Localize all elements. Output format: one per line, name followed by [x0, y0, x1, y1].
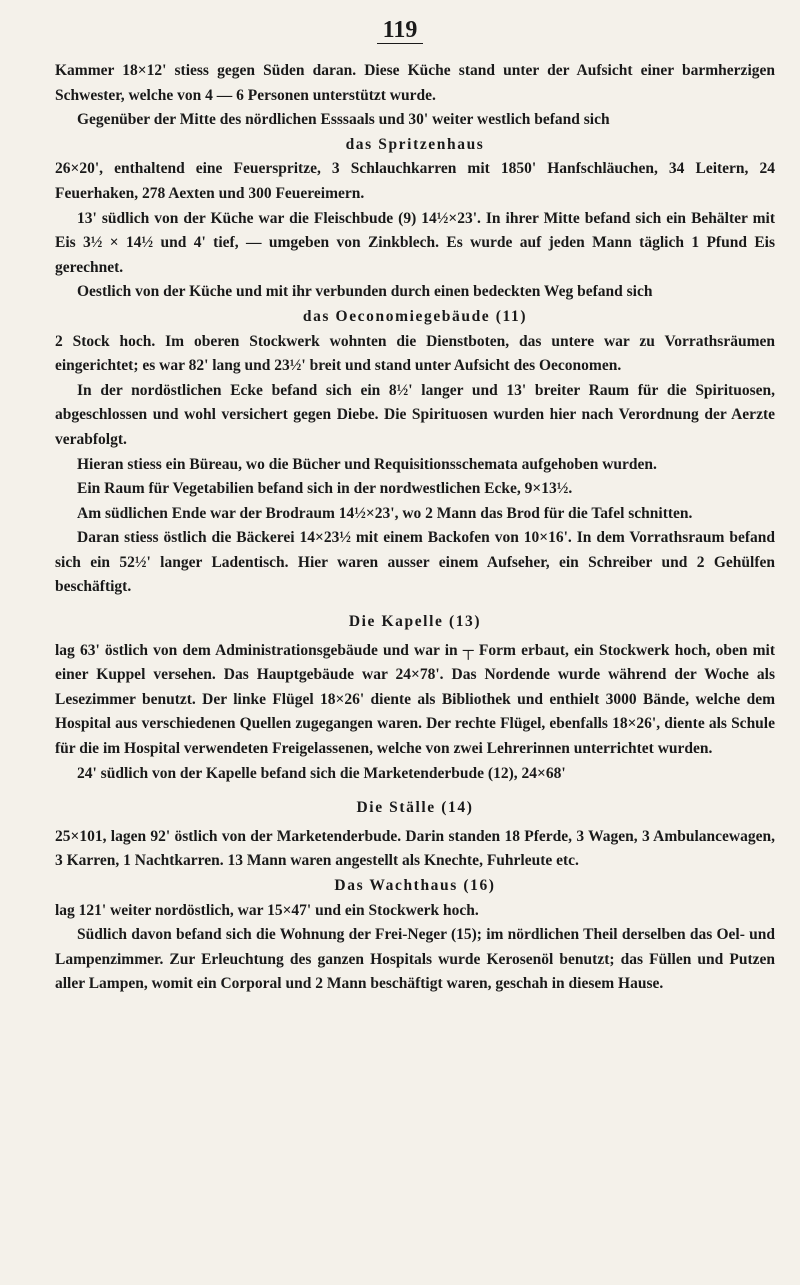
paragraph: Oestlich von der Küche und mit ihr verbunden durch einen bedeckten Weg befand sich: [77, 283, 653, 301]
paragraph: lag 121' weiter nordöstlich, war 15×47' und ein Stockwerk hoch.: [55, 901, 479, 919]
paragraph: 26×20', enthaltend eine Feuerspritze, 3 Schlauchkarren mit 1850' Hanfschläuchen, 34 Leitern, 24 Feuerhaken, 278 Aexten und 300 Feuereimern.: [55, 160, 775, 202]
paragraph: 13' südlich von der Küche war die Fleischbude (9) 14½×23'. In ihrer Mitte befand sich ein Behälter mit Eis 3½ × 14½ und 4' tief, — umgeben von Zinkblech. Es wurde auf jeden Mann täglich 1 Pfund Eis gerechnet.: [55, 209, 775, 276]
paragraph: Südlich davon befand sich die Wohnung der Frei-Neger (15); im nördlichen Theil derselben das Oel- und Lampenzimmer. Zur Erleuchtung des ganzen Hospitals wurde Kerosenöl benutzt; das Füllen und Putzen aller Lampen, womit ein Corporal und 2 Mann beschäftigt waren, geschah in diesem Hause.: [55, 926, 775, 993]
paragraph: Daran stiess östlich die Bäckerei 14×23½ mit einem Backofen von 10×16'. In dem Vorrathsraum befand sich ein 52½' langer Ladentisch. Hier waren ausser einem Aufseher, ein Schreiber und 2 Gehülfen beschäftigt.: [55, 529, 775, 596]
body-text: [55, 59, 775, 997]
paragraph: Gegenüber der Mitte des nördlichen Esssaals und 30' weiter westlich befand sich: [77, 111, 610, 129]
paragraph: Am südlichen Ende war der Brodraum 14½×23', wo 2 Mann das Brod für die Tafel schnitten.: [77, 504, 693, 522]
paragraph: 24' südlich von der Kapelle befand sich die Marketenderbude (12), 24×68': [77, 764, 566, 782]
paragraph: 2 Stock hoch. Im oberen Stockwerk wohnten die Dienstboten, das untere war zu Vorrathsräumen eingerichtet; es war 82' lang und 23½' breit und stand unter Aufsicht des Oeconomen.: [55, 332, 775, 375]
paragraph: In der nordöstlichen Ecke befand sich ein 8½' langer und 13' breiter Raum für die Spirituosen, abgeschlossen und wohl versichert gegen Diebe. Die Spirituosen wurden hier nach Verordnung der Aerzte verabfolgt.: [55, 381, 775, 448]
paragraph: Ein Raum für Vegetabilien befand sich in der nordwestlichen Ecke, 9×13½.: [77, 480, 573, 498]
paragraph: Hieran stiess ein Büreau, wo die Bücher und Requisitionsschemata aufgehoben wurden.: [77, 455, 657, 473]
section-heading: Die Kapelle (13): [348, 613, 482, 631]
paragraph: Kammer 18×12' stiess gegen Süden daran. Diese Küche stand unter der Aufsicht einer barmherzigen Schwester, welche von 4 — 6 Personen unterstützt wurde.: [55, 62, 775, 104]
paragraph: 25×101, lagen 92' östlich von der Marketenderbude. Darin standen 18 Pferde, 3 Wagen, 3 Ambulancewagen, 3 Karren, 1 Nachtkarren. 13 Mann waren angestellt als Knechte, Fuhrleute etc.: [55, 827, 775, 870]
section-heading: das Oeconomiegebäude (11): [302, 307, 528, 325]
paragraph: lag 63' östlich von dem Administrationsgebäude und war in ┬ Form erbaut, ein Stockwerk hoch, oben mit einer Kuppel versehen. Das Hauptgebäude war 24×78'. Das Nordende wurde während der Woche als Lesezimmer benutzt. Der linke Flügel 18×26' diente als Bibliothek und enthielt 3000 Bände, welche dem Hospital aus verschiedenen Quellen zugegangen waren. Der rechte Flügel, ebenfalls 18×26', diente als Schule für die im Hospital verwendeten Freigelassenen, welche von zwei Lehrerinnen unterrichtet wurden.: [55, 641, 775, 758]
section-heading: Das Wachthaus (16): [334, 877, 496, 894]
section-heading: Die Ställe (14): [356, 799, 474, 817]
section-heading: das Spritzenhaus: [345, 135, 485, 153]
page-number: 119: [0, 16, 800, 44]
